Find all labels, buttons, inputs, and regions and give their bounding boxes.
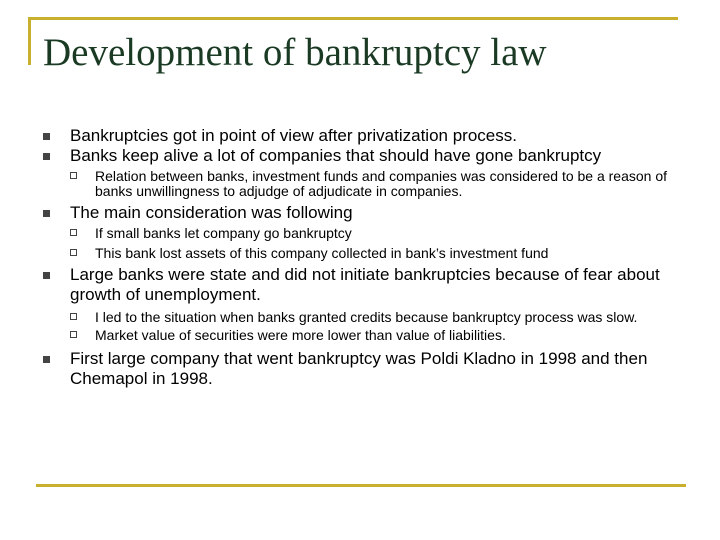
frame-top-rule <box>28 17 678 20</box>
square-bullet-icon <box>43 153 50 160</box>
square-bullet-icon <box>43 133 50 140</box>
bullet-item <box>43 349 683 389</box>
bullet-list <box>43 126 683 389</box>
sub-bullet-item <box>43 169 683 199</box>
sub-bullet-text: I led to the situation when banks granted credits because bankruptcy process was slow. <box>95 309 638 325</box>
sub-bullet-text: Relation between banks, investment funds and companies was considered to be a reason of banks unwillingness to adjudge of adjudicate in companies. <box>95 168 668 199</box>
bullet-item <box>43 265 683 305</box>
hollow-square-bullet-icon <box>70 172 77 179</box>
bullet-text: First large company that went bankruptcy was Poldi Kladno in 1998 and then Chemapol in 1998. <box>70 349 648 388</box>
sub-bullet-item <box>43 310 683 325</box>
bullet-text: The main consideration was following <box>70 203 353 222</box>
bullet-text: Bankruptcies got in point of view after privatization process. <box>70 126 517 145</box>
square-bullet-icon <box>43 356 50 363</box>
sub-bullet-item <box>43 226 683 241</box>
hollow-square-bullet-icon <box>70 249 77 256</box>
sub-bullet-item <box>43 246 683 261</box>
bullet-item <box>43 126 683 146</box>
square-bullet-icon <box>43 210 50 217</box>
sub-bullet-item <box>43 328 683 343</box>
bottom-rule <box>36 484 686 487</box>
hollow-square-bullet-icon <box>70 229 77 236</box>
sub-bullet-text: This bank lost assets of this company collected in bank’s investment fund <box>95 245 549 261</box>
bullet-text: Large banks were state and did not initiate bankruptcies because of fear about growth of unemployment. <box>70 265 660 304</box>
slide-title: Development of bankruptcy law <box>43 31 547 74</box>
bullet-text: Banks keep alive a lot of companies that should have gone bankruptcy <box>70 146 602 165</box>
bullet-item <box>43 203 683 223</box>
frame-left-rule <box>28 17 31 65</box>
bullet-item <box>43 146 683 166</box>
hollow-square-bullet-icon <box>70 313 77 320</box>
sub-bullet-text: If small banks let company go bankruptcy <box>95 225 352 241</box>
sub-bullet-text: Market value of securities were more lower than value of liabilities. <box>95 327 506 343</box>
hollow-square-bullet-icon <box>70 331 77 338</box>
square-bullet-icon <box>43 272 50 279</box>
